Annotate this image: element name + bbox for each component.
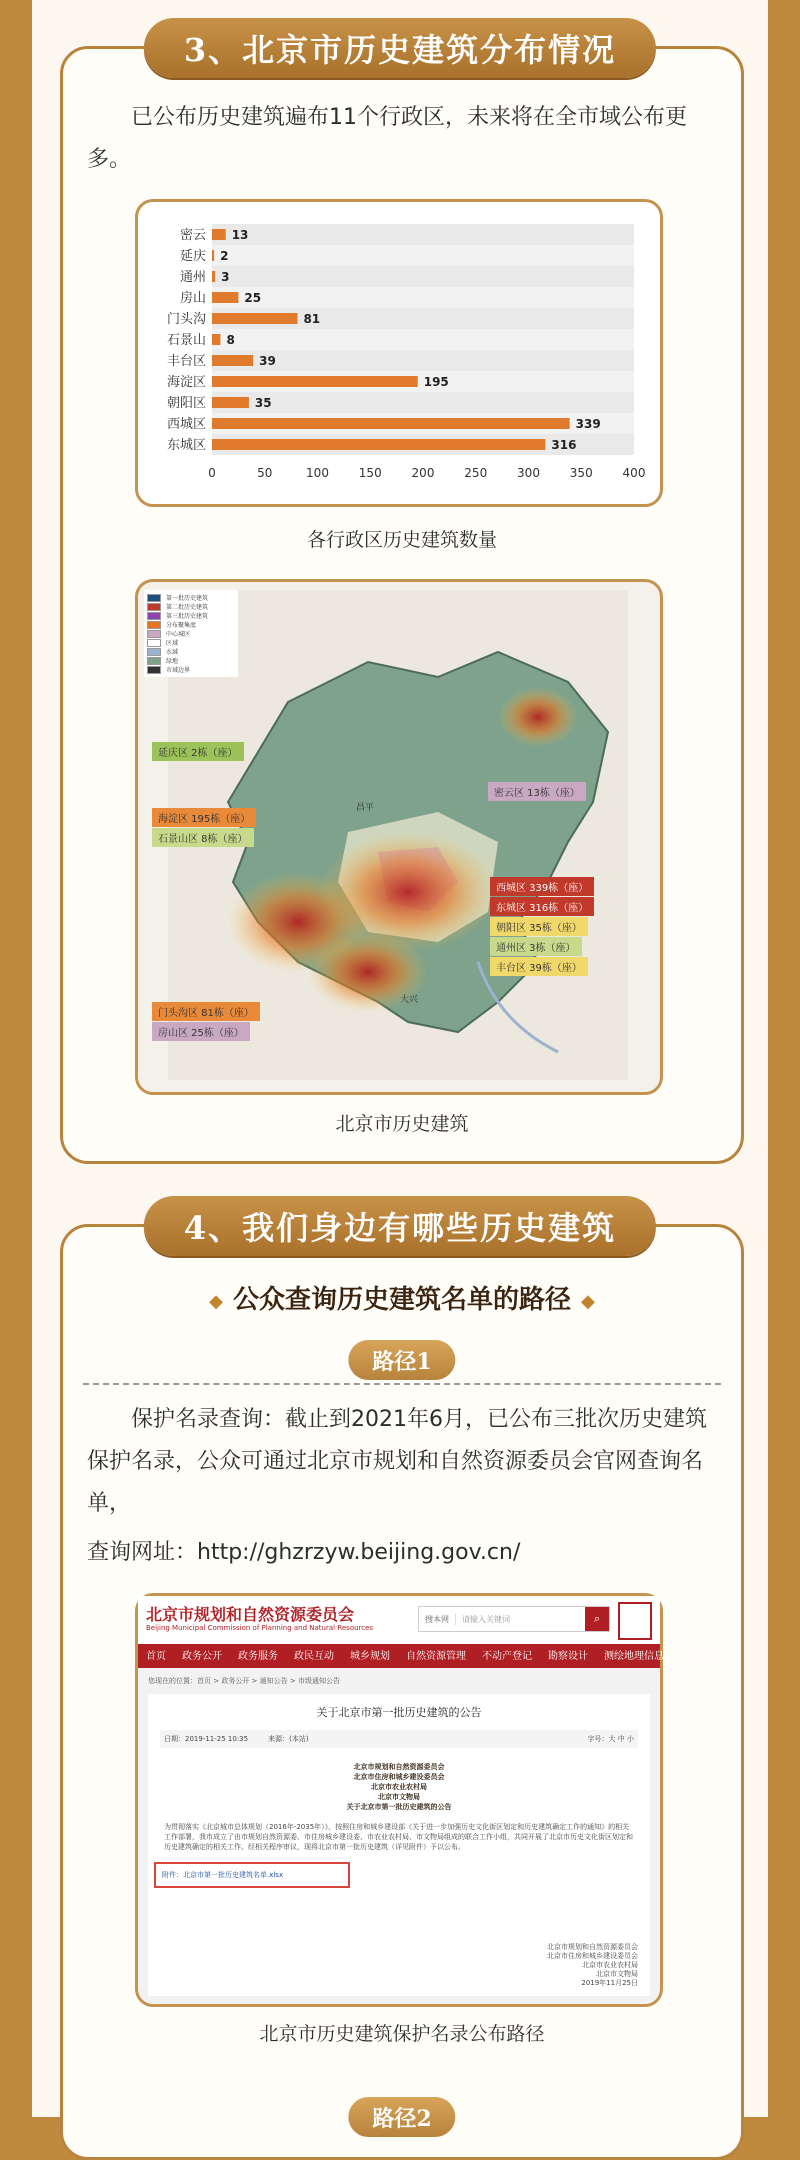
value-label: 8 [226, 333, 235, 347]
site-nav-item[interactable]: 政民互动 [294, 1651, 334, 1662]
legend-item [147, 629, 235, 638]
map-label: 海淀区 195栋（座） [152, 808, 256, 827]
legend-swatch [147, 657, 161, 665]
site-nav-item[interactable]: 政务公开 [182, 1651, 222, 1662]
tick-label: 250 [464, 466, 488, 480]
site-frame [135, 1593, 720, 2007]
legend-label: 区域 [166, 640, 179, 647]
value-label: 39 [259, 354, 276, 368]
value-label: 339 [575, 417, 601, 431]
tick-label: 350 [569, 466, 593, 480]
bar [212, 418, 570, 429]
bar [212, 439, 545, 450]
bar-chart [138, 202, 660, 504]
site-nav-item[interactable]: 标准管理 [680, 1651, 720, 1662]
site-nav-item[interactable]: 勘察设计 [548, 1651, 588, 1662]
section3-title: 3、北京市历史建筑分布情况 [144, 18, 656, 78]
map-label: 通州区 3栋（座） [490, 937, 582, 956]
article-source: 来源：(本站) [268, 1735, 309, 1743]
legend-swatch [147, 648, 161, 656]
site-nav-item[interactable]: 测绘地理信息 [604, 1651, 664, 1662]
emblem-icon [618, 1602, 652, 1640]
legend-label: 水域 [166, 649, 179, 656]
value-label: 2 [220, 249, 229, 263]
site-breadcrumb: 您现在的位置：首页 > 政务公开 > 通知公告 > 市级通知公告 [148, 1677, 340, 1685]
article-meta [160, 1730, 638, 1748]
attachment-link[interactable]: 附件：北京市第一批历史建筑名单.xlsx [154, 1862, 350, 1888]
tick-label: 200 [411, 466, 435, 480]
tick-label: 100 [306, 466, 329, 480]
route2-pill: 路径2 [348, 2097, 455, 2137]
tick-label: 0 [208, 466, 216, 480]
legend-label: 第二批历史建筑 [166, 604, 209, 611]
chart-row-bg [212, 266, 634, 287]
category-label: 门头沟 [166, 312, 206, 327]
section4-subhead: ◆ 公众查询历史建筑名单的路径 ◆ [209, 1285, 595, 1315]
legend-label: 第一批历史建筑 [166, 595, 209, 602]
section3-card [60, 46, 744, 1164]
category-label: 海淀区 [166, 375, 206, 390]
map-caption: 北京市历史建筑 [335, 1113, 469, 1135]
legend-item [147, 602, 235, 611]
site-nav-item[interactable]: 政务服务 [238, 1651, 278, 1662]
site-nav-item[interactable]: 城乡规划 [350, 1651, 390, 1662]
bar [212, 376, 418, 387]
value-label: 35 [254, 396, 272, 410]
site-nav-item[interactable]: 首页 [146, 1651, 166, 1662]
value-label: 25 [244, 291, 262, 305]
bar [212, 271, 215, 282]
category-label: 通州 [179, 270, 206, 285]
legend-label: 中心城区 [166, 631, 191, 638]
legend-label: 绿地 [166, 658, 179, 665]
article-title: 关于北京市第一批历史建筑的公告 [316, 1706, 482, 1719]
search-icon[interactable]: ⌕ [585, 1607, 609, 1631]
legend-item [147, 611, 235, 620]
category-label: 延庆 [179, 249, 206, 264]
site-nav [138, 1644, 720, 1668]
chart-row-bg [212, 245, 634, 266]
site-header [138, 1596, 660, 1644]
bar [212, 250, 214, 261]
category-label: 密云 [179, 228, 206, 243]
legend-swatch [147, 666, 161, 674]
map-label: 西城区 339栋（座） [490, 877, 594, 896]
bar [212, 355, 253, 366]
value-label: 13 [231, 228, 249, 242]
legend-label: 第三批历史建筑 [166, 613, 209, 620]
legend-swatch [147, 612, 161, 620]
map-label: 朝阳区 35栋（座） [490, 917, 588, 936]
value-label: 316 [551, 438, 577, 452]
chart-frame [135, 199, 663, 507]
route1-pill: 路径1 [348, 1340, 455, 1380]
section4-title: 4、我们身边有哪些历史建筑 [144, 1196, 656, 1256]
category-label: 石景山 [166, 333, 206, 348]
search-scope[interactable]: 搜本网 [419, 1614, 456, 1625]
font-size-control[interactable]: 字号：大 中 小 [587, 1735, 634, 1743]
legend-item [147, 656, 235, 665]
bar [212, 334, 220, 345]
section4-paragraph: 保护名录查询：截止到2021年6月，已公布三批次历史建筑保护名录，公众可通过北京市规划和自然资源委员会官网查询名单， [87, 1407, 707, 1516]
chart-row-bg [212, 224, 634, 245]
value-label: 81 [303, 312, 321, 326]
issuers: 北京市规划和自然资源委员会 北京市住房和城乡建设委员会 北京市农业农村局 北京市文物局 关于北京市第一批历史建筑的公告 [346, 1763, 452, 1811]
map-label: 门头沟区 81栋（座） [152, 1002, 260, 1021]
map-label: 石景山区 8栋（座） [152, 828, 254, 847]
article [148, 1694, 650, 1996]
site-title: 北京市规划和自然资源委员会 [146, 1605, 355, 1624]
site-nav-item[interactable]: 自然资源管理 [406, 1651, 466, 1662]
map-label: 东城区 316栋（座） [490, 897, 594, 916]
legend-item [147, 638, 235, 647]
bar [212, 229, 226, 240]
tick-label: 400 [622, 466, 646, 480]
legend-label: 市域边界 [166, 667, 191, 674]
bar [212, 397, 249, 408]
value-label: 3 [221, 270, 230, 284]
site-nav-item[interactable]: 不动产登记 [482, 1651, 532, 1662]
divider [83, 1383, 721, 1385]
site-search[interactable] [418, 1606, 610, 1632]
legend-item [147, 647, 235, 656]
article-date: 日期：2019-11-25 10:35 [164, 1735, 249, 1743]
map-label: 房山区 25栋（座） [152, 1022, 250, 1041]
legend-swatch [147, 630, 161, 638]
site-subtitle: Beijing Municipal Commission of Planning and Natural Resources [146, 1624, 374, 1632]
map-frame [135, 579, 663, 1095]
place-daxing: 大兴 [400, 995, 419, 1005]
category-label: 东城区 [166, 438, 206, 453]
chart-caption: 各行政区历史建筑数量 [306, 529, 497, 551]
legend-item [147, 620, 235, 629]
bar [212, 292, 238, 303]
chart-row-bg [212, 329, 634, 350]
legend-item [147, 665, 235, 674]
tick-label: 300 [517, 466, 540, 480]
legend-swatch [147, 594, 161, 602]
diamond-icon: ◆ [581, 1290, 595, 1312]
chart-row-bg [212, 287, 634, 308]
map-label: 密云区 13栋（座） [488, 782, 586, 801]
legend-label: 分布聚集度 [166, 622, 197, 629]
value-label: 195 [423, 375, 449, 389]
article-sign: 北京市规划和自然资源委员会 北京市住房和城乡建设委员会 北京市农业农村局 北京市文物局 2019年11月25日 [547, 1943, 638, 1987]
map-label: 丰台区 39栋（座） [490, 957, 588, 976]
article-body: 为贯彻落实《北京城市总体规划（2016年-2035年）》，按照住房和城乡建设部《关于进一步加强历史文化街区划定和历史建筑确定工作的通知》的相关工作部署，我市成立了由市规划自然资源委、市住房城乡建设委、市农业农村局、市文物局组成的联合工作小组，共同开展了北京市历史文化街区划定和历史建筑确定的相关工作。经相关程序审议，现将北京市第一批历史建筑（详见附件）予以公布。 [164, 1823, 633, 1851]
place-changping: 昌平 [356, 803, 375, 813]
legend-swatch [147, 603, 161, 611]
section3-paragraph: 已公布历史建筑遍布11个行政区，未来将在全市域公布更多。 [87, 105, 687, 172]
diamond-icon: ◆ [209, 1290, 223, 1312]
tick-label: 50 [257, 466, 273, 480]
category-label: 丰台区 [166, 354, 206, 369]
category-label: 房山 [179, 291, 206, 306]
search-input[interactable]: 请输入关键词 [462, 1614, 510, 1624]
legend-swatch [147, 621, 161, 629]
tick-label: 150 [358, 466, 382, 480]
query-url[interactable]: 查询网址：http://ghzrzyw.beijing.gov.cn/ [87, 1540, 521, 1565]
category-label: 西城区 [166, 417, 206, 432]
chart-row-bg [212, 392, 634, 413]
map-label: 延庆区 2栋（座） [152, 742, 244, 761]
category-label: 朝阳区 [166, 396, 206, 411]
legend-swatch [147, 639, 161, 647]
site-caption: 北京市历史建筑保护名录公布路径 [259, 2023, 545, 2045]
section4-card [60, 1224, 744, 2160]
map-legend [144, 590, 238, 677]
legend-item [147, 593, 235, 602]
bar [212, 313, 297, 324]
